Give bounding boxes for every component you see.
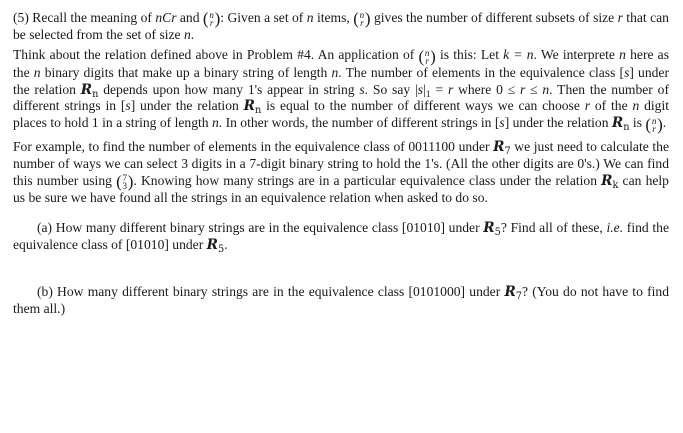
relation-r-n: $R_n$ bbox=[80, 81, 99, 100]
question-b: (b) How many different binary strings are in the equivalence class [0101000] under $R_7$? (You do not have to find them all.) bbox=[13, 283, 669, 316]
text: and bbox=[176, 10, 203, 25]
text: (5) Recall the meaning of bbox=[13, 10, 156, 25]
relation-r-5: $R_5$ bbox=[483, 219, 501, 238]
math-ncr: nCr bbox=[155, 10, 177, 25]
relation-r-7: $R_7$ bbox=[493, 138, 511, 157]
binomial-7-3: ( 7 3 ) bbox=[116, 171, 134, 191]
paragraph-intro: (5) Recall the meaning of nCr and ( n r ): Given a set of n items, ( n r ) gives the number of different subsets of size r that can be selected from the set of size n. bbox=[13, 9, 669, 43]
question-a: (a) How many different binary strings are in the equivalence class [01010] under $R_5$? Find all of these, i.e. find the equivalence class of [01010] under $R_5$. bbox=[13, 219, 669, 255]
text: : Given a set of bbox=[220, 10, 307, 25]
math-k-equals-n: k = n bbox=[503, 47, 534, 63]
paragraph-relation: Think about the relation defined above in Problem #4. An application of ( n r ) is this: Let k = n. We interprete n here as the n binary digits that make up a binary string of length n. The number of elements in the equivalence class [s] under the relation $R_n$ depends upon how many 1's appear in string s. So say $|s|_1 = r$ where 0 ≤ r ≤ n. Then the number of different strings in [s] under the relation $R_n$ is equal to the number of different ways we can choose r of the n digit places to hold 1 in a string of length n. In other words, the number of different strings in [s] under the relation $R_n$ is ( n r ). bbox=[13, 46, 670, 134]
relation-r-5: $R_5$ bbox=[206, 236, 225, 255]
paragraph-example: For example, to find the number of elements in the equivalence class of 0011100 under $R_7$ we just need to calculate the number of ways we can select 3 digits in a 7-digit binary string to hold the 1's. (All the other digits are 0's.) We can find this number using ( 7 3 ). Knowing how many strings are in a particular equivalence class under the relation $R_k$ can help us be sure we have found all the strings in an equivalence relation when asked to do so. bbox=[13, 138, 669, 205]
text: gives the number of different subsets of size bbox=[370, 10, 618, 25]
binomial-n-r: ( n r ) bbox=[645, 114, 663, 134]
relation-r-7: $R_7$ bbox=[504, 283, 523, 302]
binomial-n-r: ( n r ) bbox=[202, 9, 221, 29]
relation-r-n: $R_n$ bbox=[243, 98, 262, 117]
text: items, bbox=[313, 10, 354, 25]
binomial-n-r: ( n r ) bbox=[353, 9, 371, 29]
relation-r-n: $R_n$ bbox=[611, 115, 630, 134]
binomial-n-r: ( n r ) bbox=[418, 46, 436, 66]
text: that can be selected from the set of size bbox=[13, 10, 669, 43]
relation-r-k: $R_k$ bbox=[601, 172, 619, 191]
